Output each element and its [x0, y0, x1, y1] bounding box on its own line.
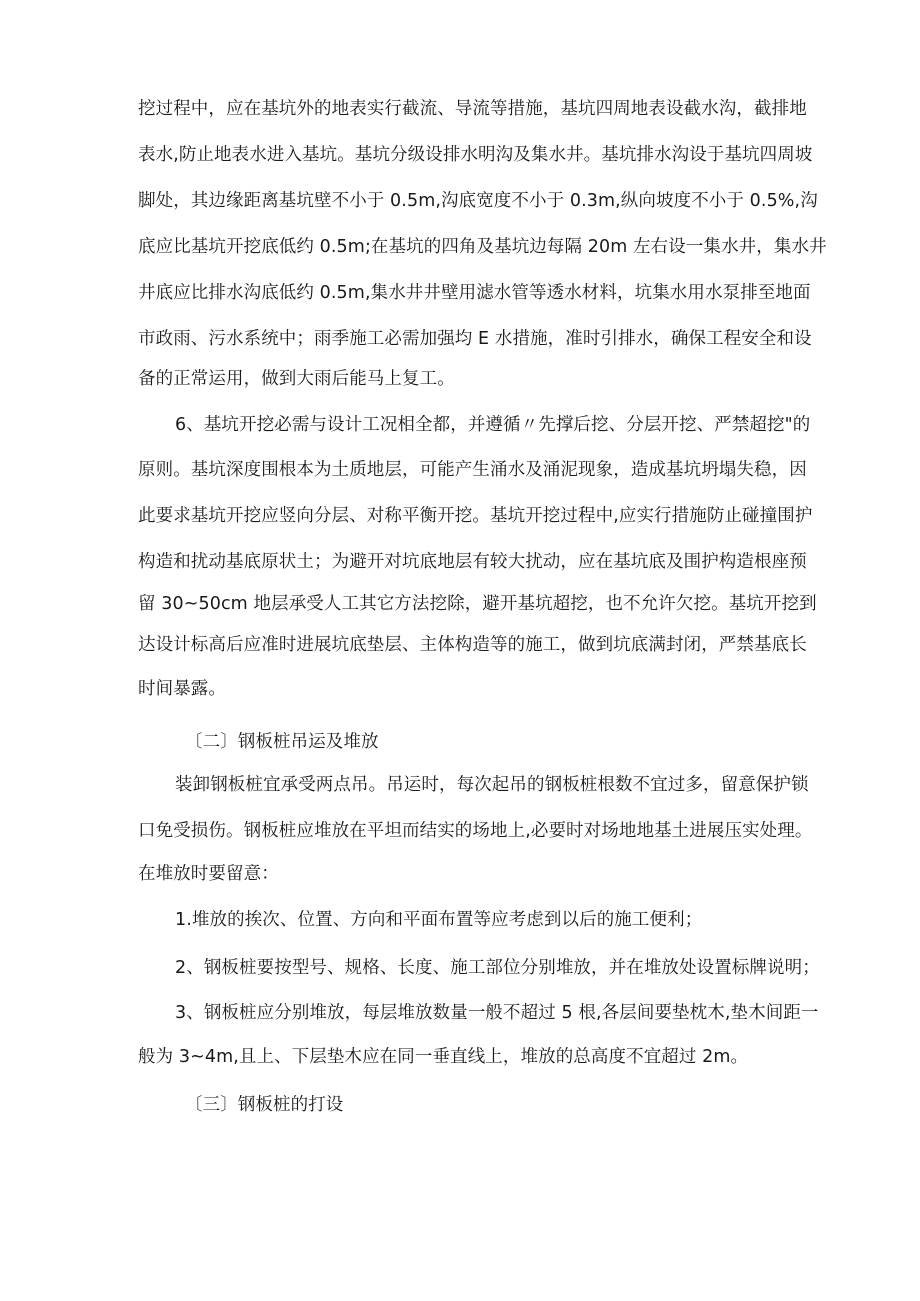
text-line: 装卸钢板桩宜承受两点吊。吊运时，每次起吊的钢板桩根数不宜过多，留意保护锁	[175, 775, 809, 795]
text-line: 脚处，其边缘距离基坑壁不小于 0.5m,沟底宽度不小于 0.3m,纵向坡度不小于 0.5%,沟	[138, 191, 818, 211]
text-line: 备的正常运用，做到大雨后能马上复工。	[138, 369, 455, 389]
text-line: 时间暴露。	[138, 679, 226, 699]
text-line: 达设计标高后应准时进展坑底垫层、主体构造等的施工，做到坑底满封闭，严禁基底长	[138, 635, 807, 655]
text-line: 此要求基坑开挖应竖向分层、对称平衡开挖。基坑开挖过程中,应实行措施防止碰撞围护	[138, 506, 813, 526]
text-line: 般为 3~4m,且上、下层垫木应在同一垂直线上，堆放的总高度不宜超过 2m。	[138, 1047, 749, 1067]
list-item: 3、钢板桩应分别堆放，每层堆放数量一般不超过 5 根,各层间要垫枕木,垫木间距一	[175, 1003, 819, 1023]
list-item: 2、钢板桩要按型号、规格、长度、施工部位分别堆放，并在堆放处设置标牌说明；	[175, 958, 820, 978]
text-line: 6、基坑开挖必需与设计工况相全都，并遵循〃先撑后挖、分层开挖、严禁超挖"的	[175, 415, 811, 435]
text-line: 口免受损伤。钢板桩应堆放在平坦而结实的场地上,必要时对场地地基土进展压实处理。	[138, 821, 813, 841]
text-line: 井底应比排水沟底低约 0.5m,集水井井壁用滤水管等透水材料，坑集水用水泵排至地面	[138, 283, 811, 303]
text-line: 在堆放时要留意：	[138, 864, 279, 884]
text-line: 构造和扰动基底原状土；为避开对坑底地层有较大扰动，应在基坑底及围护构造根座预	[138, 552, 807, 572]
text-line: 留 30~50cm 地层承受人工其它方法挖除，避开基坑超挖，也不允许欠挖。基坑开挖到	[138, 594, 817, 614]
text-line: 底应比基坑开挖底低约 0.5m;在基坑的四角及基坑边每隔 20m 左右设一集水井，集水井	[138, 237, 827, 257]
section-heading: 〔三〕钢板桩的打设	[185, 1095, 344, 1115]
section-heading: 〔二〕钢板桩吊运及堆放	[185, 732, 379, 752]
text-line: 原则。基坑深度围根本为土质地层，可能产生涌水及涌泥现象，造成基坑坍塌失稳，因	[138, 460, 807, 480]
text-line: 挖过程中，应在基坑外的地表实行截流、导流等措施，基坑四周地表设截水沟，截排地	[138, 99, 807, 119]
text-line: 表水,防止地表水进入基坑。基坑分级设排水明沟及集水井。基坑排水沟设于基坑四周坡	[138, 145, 813, 165]
text-line: 市政雨、污水系统中；雨季施工必需加强均 E 水措施，准时引排水，确保工程安全和设	[138, 329, 812, 349]
list-item: 1.堆放的挨次、位置、方向和平面布置等应考虑到以后的施工便利；	[175, 910, 703, 930]
